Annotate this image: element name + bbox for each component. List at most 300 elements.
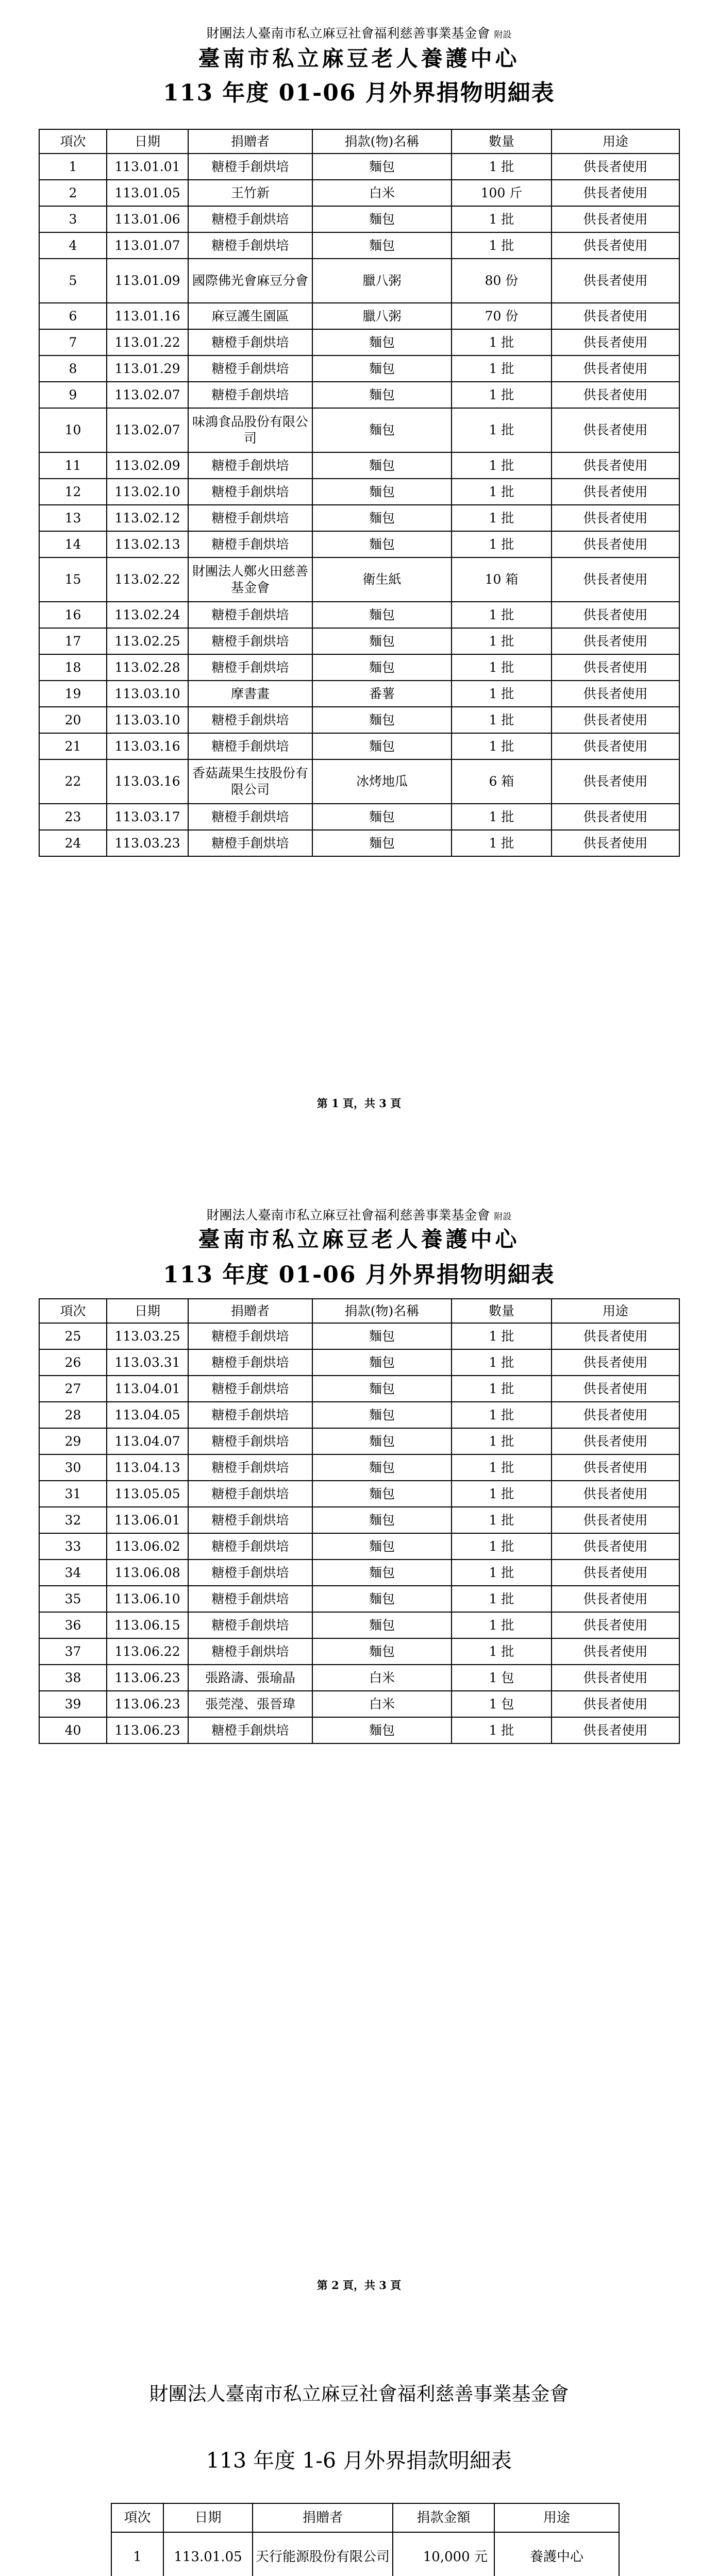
table-cell: 供長者使用 — [552, 355, 679, 382]
column-header: 用途 — [552, 1299, 679, 1323]
org-name: 財團法人臺南市私立麻豆社會福利慈善事業基金會 — [206, 26, 490, 41]
table-cell: 113.02.28 — [107, 654, 188, 681]
table-row — [39, 557, 679, 602]
table-cell: 1 批 — [452, 1560, 552, 1586]
table-cell: 香菇蔬果生技股份有限公司 — [188, 759, 312, 804]
table-row — [39, 628, 679, 654]
table-cell: 21 — [39, 733, 107, 759]
table-cell: 供長者使用 — [552, 531, 679, 557]
table-cell: 糖橙手創烘培 — [188, 1402, 312, 1428]
table-cell: 麵包 — [312, 628, 452, 654]
table-cell: 糖橙手創烘培 — [188, 654, 312, 681]
table-cell: 糖橙手創烘培 — [188, 1481, 312, 1507]
table-cell: 糖橙手創烘培 — [188, 733, 312, 759]
table-cell: 24 — [39, 830, 107, 856]
table-cell: 糖橙手創烘培 — [188, 452, 312, 479]
table-cell: 供長者使用 — [552, 382, 679, 408]
table-cell: 麵包 — [312, 1481, 452, 1507]
table-cell: 糖橙手創烘培 — [188, 830, 312, 856]
table-header-row — [39, 1299, 679, 1323]
table-cell: 1 批 — [452, 1586, 552, 1612]
table-cell: 113.02.10 — [107, 479, 188, 505]
table-row — [39, 654, 679, 681]
table-row — [39, 1665, 679, 1691]
table-cell: 供長者使用 — [552, 707, 679, 733]
page-footer: 第 1 頁，共 3 頁 — [316, 1097, 402, 1110]
table-cell: 113.01.09 — [107, 259, 188, 303]
table-row — [39, 1586, 679, 1612]
table-row — [39, 232, 679, 259]
table-cell: 1 — [111, 2532, 163, 2576]
table-cell: 供長者使用 — [552, 1638, 679, 1665]
table-cell: 1 批 — [452, 681, 552, 707]
table-row — [39, 707, 679, 733]
table-cell: 供長者使用 — [552, 1402, 679, 1428]
table-cell: 35 — [39, 1586, 107, 1612]
table-cell: 供長者使用 — [552, 452, 679, 479]
table-cell: 麵包 — [312, 206, 452, 232]
column-header: 捐贈者 — [188, 129, 312, 154]
table-cell: 麵包 — [312, 355, 452, 382]
column-header: 日期 — [163, 2503, 253, 2532]
table-cell: 1 批 — [452, 1454, 552, 1481]
table-cell: 1 批 — [452, 1376, 552, 1402]
table-cell: 麵包 — [312, 452, 452, 479]
table-cell: 7 — [39, 329, 107, 355]
table-cell: 麵包 — [312, 531, 452, 557]
table-cell: 113.02.24 — [107, 602, 188, 628]
table-cell: 1 批 — [452, 408, 552, 452]
table-cell: 1 批 — [452, 1349, 552, 1376]
column-header: 捐贈者 — [253, 2503, 393, 2532]
table-cell: 糖橙手創烘培 — [188, 1717, 312, 1743]
table-cell: 113.02.13 — [107, 531, 188, 557]
table-cell: 麵包 — [312, 830, 452, 856]
table-row — [39, 1612, 679, 1638]
money-table — [111, 2503, 620, 2576]
table-cell: 1 批 — [452, 733, 552, 759]
table-cell: 113.06.01 — [107, 1507, 188, 1533]
org-header — [0, 1207, 718, 1226]
table-row — [39, 505, 679, 531]
table-cell: 113.03.17 — [107, 804, 188, 830]
table-cell: 白米 — [312, 1665, 452, 1691]
column-header: 項次 — [39, 1299, 107, 1323]
table-cell: 1 批 — [452, 628, 552, 654]
table-cell: 麵包 — [312, 329, 452, 355]
table-cell: 3 — [39, 206, 107, 232]
table-cell: 麵包 — [312, 1638, 452, 1665]
table-cell: 張路濤、張瑜晶 — [188, 1665, 312, 1691]
table-cell: 113.03.10 — [107, 707, 188, 733]
table-row — [39, 531, 679, 557]
table-cell: 番薯 — [312, 681, 452, 707]
table-cell: 113.06.02 — [107, 1533, 188, 1560]
table-cell: 113.06.23 — [107, 1717, 188, 1743]
table-cell: 供長者使用 — [552, 759, 679, 804]
table-cell: 113.06.10 — [107, 1586, 188, 1612]
table-cell: 113.01.16 — [107, 303, 188, 329]
table-cell: 白米 — [312, 180, 452, 206]
table-cell: 1 批 — [452, 1402, 552, 1428]
table-row — [39, 804, 679, 830]
center-name: 臺南市私立麻豆老人養護中心 — [198, 1227, 520, 1252]
table-cell: 麵包 — [312, 804, 452, 830]
table-cell: 糖橙手創烘培 — [188, 1376, 312, 1402]
table-cell: 1 批 — [452, 531, 552, 557]
column-header: 捐款金額 — [393, 2503, 494, 2532]
table-cell: 27 — [39, 1376, 107, 1402]
table-cell: 糖橙手創烘培 — [188, 1638, 312, 1665]
table-cell: 1 批 — [452, 329, 552, 355]
table-cell: 供長者使用 — [552, 602, 679, 628]
table-cell: 養護中心 — [494, 2532, 619, 2576]
table-cell: 張莞瀅、張晉瑋 — [188, 1691, 312, 1717]
table-cell: 1 批 — [452, 1323, 552, 1349]
table-cell: 糖橙手創烘培 — [188, 154, 312, 180]
table-cell: 113.06.22 — [107, 1638, 188, 1665]
org-name: 財團法人臺南市私立麻豆社會福利慈善事業基金會 — [206, 1208, 490, 1223]
table-cell: 糖橙手創烘培 — [188, 232, 312, 259]
table-cell: 糖橙手創烘培 — [188, 1349, 312, 1376]
table-cell: 113.03.23 — [107, 830, 188, 856]
table-cell: 5 — [39, 259, 107, 303]
table-row — [111, 2532, 619, 2576]
table-cell: 100 斤 — [452, 180, 552, 206]
table-cell: 70 份 — [452, 303, 552, 329]
table-cell: 1 批 — [452, 1717, 552, 1743]
table-cell: 麵包 — [312, 707, 452, 733]
table-row — [39, 408, 679, 452]
table-cell: 臘八粥 — [312, 303, 452, 329]
table-cell: 13 — [39, 505, 107, 531]
table-cell: 1 包 — [452, 1665, 552, 1691]
table-cell: 113.03.31 — [107, 1349, 188, 1376]
table-cell: 糖橙手創烘培 — [188, 1507, 312, 1533]
table-cell: 20 — [39, 707, 107, 733]
table-row — [39, 759, 679, 804]
table-cell: 糖橙手創烘培 — [188, 804, 312, 830]
table-cell: 31 — [39, 1481, 107, 1507]
table-row — [39, 830, 679, 856]
table-cell: 113.04.05 — [107, 1402, 188, 1428]
table-cell: 22 — [39, 759, 107, 804]
table-row — [39, 1481, 679, 1507]
table-cell: 麵包 — [312, 1560, 452, 1586]
table-cell: 糖橙手創烘培 — [188, 355, 312, 382]
table-row — [39, 180, 679, 206]
table-cell: 糖橙手創烘培 — [188, 531, 312, 557]
table-row — [39, 479, 679, 505]
table-cell: 麵包 — [312, 1586, 452, 1612]
table-cell: 113.02.07 — [107, 382, 188, 408]
table-cell: 113.04.13 — [107, 1454, 188, 1481]
table-cell: 財團法人鄭火田慈善基金會 — [188, 557, 312, 602]
table-cell: 1 批 — [452, 452, 552, 479]
table-cell: 糖橙手創烘培 — [188, 1560, 312, 1586]
table-row — [39, 1454, 679, 1481]
table-cell: 34 — [39, 1560, 107, 1586]
table-cell: 113.02.09 — [107, 452, 188, 479]
table-cell: 16 — [39, 602, 107, 628]
table-cell: 糖橙手創烘培 — [188, 1428, 312, 1454]
table-cell: 1 批 — [452, 1428, 552, 1454]
table-cell: 糖橙手創烘培 — [188, 206, 312, 232]
table-cell: 1 — [39, 154, 107, 180]
org-header — [0, 25, 718, 44]
table-cell: 1 包 — [452, 1691, 552, 1717]
column-header: 用途 — [552, 129, 679, 154]
org-suffix: 附設 — [494, 30, 512, 40]
center-name: 臺南市私立麻豆老人養護中心 — [198, 46, 520, 71]
column-header: 項次 — [111, 2503, 163, 2532]
table-cell: 113.01.07 — [107, 232, 188, 259]
table-cell: 33 — [39, 1533, 107, 1560]
table-cell: 天行能源股份有限公司 — [253, 2532, 393, 2576]
table-cell: 糖橙手創烘培 — [188, 1454, 312, 1481]
money-title: 113 年度 1-6 月外界捐款明細表 — [206, 2448, 512, 2473]
table-cell: 麵包 — [312, 1402, 452, 1428]
table-cell: 113.02.12 — [107, 505, 188, 531]
table-cell: 麵包 — [312, 654, 452, 681]
table-cell: 糖橙手創烘培 — [188, 1586, 312, 1612]
table-cell: 供長者使用 — [552, 154, 679, 180]
table-cell: 麵包 — [312, 154, 452, 180]
table-cell: 麵包 — [312, 1454, 452, 1481]
table-cell: 糖橙手創烘培 — [188, 382, 312, 408]
table-cell: 1 批 — [452, 206, 552, 232]
table-cell: 1 批 — [452, 232, 552, 259]
table-cell: 供長者使用 — [552, 1586, 679, 1612]
table-cell: 113.02.25 — [107, 628, 188, 654]
table-cell: 白米 — [312, 1691, 452, 1717]
table-cell: 麵包 — [312, 1323, 452, 1349]
table-cell: 1 批 — [452, 382, 552, 408]
table-cell: 供長者使用 — [552, 408, 679, 452]
table-cell: 19 — [39, 681, 107, 707]
table-cell: 供長者使用 — [552, 1507, 679, 1533]
table-cell: 36 — [39, 1612, 107, 1638]
table-cell: 1 批 — [452, 1533, 552, 1560]
table-cell: 麵包 — [312, 1507, 452, 1533]
goods-title: 113 年度 01-06 月外界捐物明細表 — [163, 1262, 555, 1288]
table-cell: 國際佛光會麻豆分會 — [188, 259, 312, 303]
table-cell: 麵包 — [312, 1612, 452, 1638]
table-cell: 1 批 — [452, 154, 552, 180]
table-row — [39, 1638, 679, 1665]
table-cell: 麵包 — [312, 479, 452, 505]
table-cell: 供長者使用 — [552, 1481, 679, 1507]
table-cell: 1 批 — [452, 479, 552, 505]
table-cell: 6 — [39, 303, 107, 329]
table-cell: 供長者使用 — [552, 1560, 679, 1586]
table-cell: 38 — [39, 1665, 107, 1691]
table-cell: 113.04.07 — [107, 1428, 188, 1454]
table-cell: 麵包 — [312, 1717, 452, 1743]
column-header: 捐款(物)名稱 — [312, 1299, 452, 1323]
table-cell: 26 — [39, 1349, 107, 1376]
table-cell: 供長者使用 — [552, 1428, 679, 1454]
table-cell: 113.04.01 — [107, 1376, 188, 1402]
table-cell: 1 批 — [452, 654, 552, 681]
table-cell: 113.01.05 — [163, 2532, 253, 2576]
table-cell: 113.01.01 — [107, 154, 188, 180]
table-row — [39, 452, 679, 479]
column-header: 日期 — [107, 129, 188, 154]
table-cell: 糖橙手創烘培 — [188, 1323, 312, 1349]
table-cell: 113.01.29 — [107, 355, 188, 382]
table-row — [39, 1323, 679, 1349]
table-cell: 麵包 — [312, 602, 452, 628]
table-cell: 糖橙手創烘培 — [188, 1533, 312, 1560]
table-cell: 113.02.07 — [107, 408, 188, 452]
table-cell: 12 — [39, 479, 107, 505]
table-cell: 2 — [39, 180, 107, 206]
table-cell: 衛生紙 — [312, 557, 452, 602]
table-cell: 糖橙手創烘培 — [188, 329, 312, 355]
table-cell: 麵包 — [312, 408, 452, 452]
table-cell: 1 批 — [452, 707, 552, 733]
table-cell: 10 箱 — [452, 557, 552, 602]
table-cell: 6 箱 — [452, 759, 552, 804]
table-cell: 糖橙手創烘培 — [188, 1612, 312, 1638]
table-cell: 供長者使用 — [552, 1691, 679, 1717]
table-cell: 8 — [39, 355, 107, 382]
table-cell: 113.03.16 — [107, 733, 188, 759]
table-cell: 供長者使用 — [552, 681, 679, 707]
table-cell: 供長者使用 — [552, 259, 679, 303]
table-row — [39, 1691, 679, 1717]
table-cell: 113.05.05 — [107, 1481, 188, 1507]
table-cell: 麵包 — [312, 232, 452, 259]
table-cell: 供長者使用 — [552, 1349, 679, 1376]
table-cell: 11 — [39, 452, 107, 479]
table-cell: 113.06.15 — [107, 1612, 188, 1638]
column-header: 捐贈者 — [188, 1299, 312, 1323]
table-cell: 供長者使用 — [552, 479, 679, 505]
table-row — [39, 1402, 679, 1428]
table-row — [39, 154, 679, 180]
table-cell: 113.01.05 — [107, 180, 188, 206]
table-cell: 1 批 — [452, 1612, 552, 1638]
table-cell: 113.06.08 — [107, 1560, 188, 1586]
table-cell: 1 批 — [452, 602, 552, 628]
table-cell: 113.03.25 — [107, 1323, 188, 1349]
table-cell: 麵包 — [312, 1349, 452, 1376]
page-footer: 第 2 頁，共 3 頁 — [316, 2279, 402, 2292]
table-cell: 味鴻食品股份有限公司 — [188, 408, 312, 452]
table-cell: 供長者使用 — [552, 329, 679, 355]
table-row — [39, 602, 679, 628]
table-cell: 1 批 — [452, 505, 552, 531]
table-cell: 供長者使用 — [552, 180, 679, 206]
table-cell: 麵包 — [312, 733, 452, 759]
table-row — [39, 382, 679, 408]
table-row — [39, 303, 679, 329]
table-cell: 1 批 — [452, 1481, 552, 1507]
money-org-name: 財團法人臺南市私立麻豆社會福利慈善事業基金會 — [149, 2383, 569, 2405]
table-cell: 糖橙手創烘培 — [188, 505, 312, 531]
table-row — [39, 1717, 679, 1743]
table-row — [39, 329, 679, 355]
table-cell: 29 — [39, 1428, 107, 1454]
table-row — [39, 1428, 679, 1454]
table-cell: 供長者使用 — [552, 1323, 679, 1349]
table-cell: 臘八粥 — [312, 259, 452, 303]
table-row — [39, 355, 679, 382]
table-row — [39, 1533, 679, 1560]
table-cell: 28 — [39, 1402, 107, 1428]
table-cell: 麵包 — [312, 1376, 452, 1402]
column-header: 數量 — [452, 1299, 552, 1323]
table-row — [39, 259, 679, 303]
table-cell: 25 — [39, 1323, 107, 1349]
table-cell: 供長者使用 — [552, 232, 679, 259]
table-cell: 113.01.22 — [107, 329, 188, 355]
table-cell: 供長者使用 — [552, 303, 679, 329]
table-cell: 供長者使用 — [552, 733, 679, 759]
table-cell: 39 — [39, 1691, 107, 1717]
table-cell: 供長者使用 — [552, 557, 679, 602]
table-cell: 113.06.23 — [107, 1691, 188, 1717]
table-cell: 供長者使用 — [552, 505, 679, 531]
table-cell: 1 批 — [452, 355, 552, 382]
table-cell: 113.03.16 — [107, 759, 188, 804]
table-cell: 14 — [39, 531, 107, 557]
table-cell: 18 — [39, 654, 107, 681]
table-cell: 4 — [39, 232, 107, 259]
table-cell: 23 — [39, 804, 107, 830]
table-cell: 37 — [39, 1638, 107, 1665]
column-header: 數量 — [452, 129, 552, 154]
table-cell: 糖橙手創烘培 — [188, 628, 312, 654]
table-cell: 10 — [39, 408, 107, 452]
table-cell: 糖橙手創烘培 — [188, 602, 312, 628]
table-cell: 32 — [39, 1507, 107, 1533]
table-cell: 王竹新 — [188, 180, 312, 206]
table-cell: 供長者使用 — [552, 1454, 679, 1481]
table-cell: 供長者使用 — [552, 628, 679, 654]
table-cell: 1 批 — [452, 1638, 552, 1665]
table-cell: 113.06.23 — [107, 1665, 188, 1691]
table-cell: 麵包 — [312, 1428, 452, 1454]
column-header: 項次 — [39, 129, 107, 154]
table-cell: 供長者使用 — [552, 1665, 679, 1691]
table-cell: 113.02.22 — [107, 557, 188, 602]
table-cell: 1 批 — [452, 1507, 552, 1533]
table-cell: 30 — [39, 1454, 107, 1481]
table-cell: 供長者使用 — [552, 1717, 679, 1743]
table-cell: 1 批 — [452, 804, 552, 830]
table-cell: 17 — [39, 628, 107, 654]
table-header-row — [39, 129, 679, 154]
table-cell: 供長者使用 — [552, 1612, 679, 1638]
goods-table — [39, 1298, 680, 1744]
table-cell: 1 批 — [452, 830, 552, 856]
table-cell: 供長者使用 — [552, 830, 679, 856]
table-cell: 15 — [39, 557, 107, 602]
column-header: 日期 — [107, 1299, 188, 1323]
table-row — [39, 206, 679, 232]
column-header: 用途 — [494, 2503, 619, 2532]
table-row — [39, 1560, 679, 1586]
table-cell: 供長者使用 — [552, 804, 679, 830]
table-cell: 麻豆護生園區 — [188, 303, 312, 329]
table-row — [39, 1349, 679, 1376]
table-cell: 麵包 — [312, 505, 452, 531]
table-cell: 糖橙手創烘培 — [188, 707, 312, 733]
table-cell: 113.01.06 — [107, 206, 188, 232]
